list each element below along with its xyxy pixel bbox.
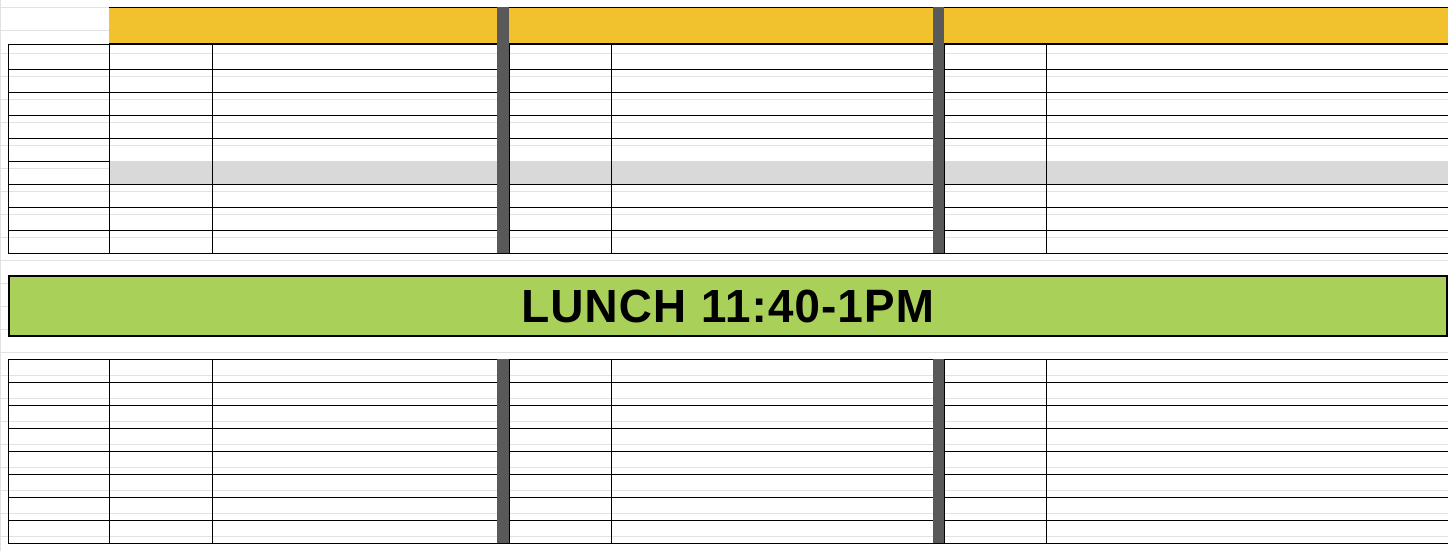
project-title [212,69,497,92]
project-number [509,497,611,520]
project-title [212,138,497,161]
project-title [1046,92,1448,115]
grid-line [611,44,612,69]
project-number [109,230,212,253]
project-title [611,405,933,428]
grid-line [8,69,9,253]
grid-line [509,359,510,543]
grid-line [8,44,9,69]
time-cell [8,184,109,207]
project-number [944,405,1046,428]
project-title [1046,359,1448,382]
room-separator [933,69,944,253]
grid-line [944,359,945,543]
grid-line [0,0,1,551]
project-number [109,382,212,405]
lunch-banner: LUNCH 11:40-1PM [8,275,1448,337]
time-cell [8,497,109,520]
grid-line [8,543,1448,544]
project-number [944,138,1046,161]
project-title [212,520,497,543]
grid-line [109,359,110,543]
project-number [109,474,212,497]
col-header-project-no [944,44,1046,69]
project-title [611,497,933,520]
time-cell [8,359,109,382]
grid-line [1046,359,1047,543]
project-number [944,207,1046,230]
time-cell [8,161,109,184]
project-number [509,207,611,230]
time-cell [8,207,109,230]
project-number [109,207,212,230]
grid-line [944,69,945,253]
room-separator [497,7,509,69]
project-number [944,451,1046,474]
room-separator [933,7,944,69]
project-number [944,92,1046,115]
grid-line [1046,44,1047,69]
grid-line [509,44,510,69]
project-title [1046,138,1448,161]
project-number [109,92,212,115]
col-header-project-no [509,44,611,69]
room-separator [933,359,944,543]
grid-line [109,44,110,69]
time-cell [8,405,109,428]
project-title [212,359,497,382]
project-title [212,428,497,451]
room-separator [497,359,509,543]
time-cell [8,474,109,497]
project-number [509,520,611,543]
morning-break-banner [109,161,1448,184]
col-header-project-title [611,44,933,69]
project-title [611,230,933,253]
project-number [944,497,1046,520]
project-title [1046,115,1448,138]
project-title [1046,69,1448,92]
project-title [611,451,933,474]
col-header-time [8,44,109,69]
project-title [212,230,497,253]
project-number [109,184,212,207]
project-number [944,474,1046,497]
grid-line [8,359,9,543]
grid-line [1046,69,1047,253]
project-title [1046,230,1448,253]
project-number [509,138,611,161]
project-number [109,428,212,451]
project-title [212,92,497,115]
project-title [611,359,933,382]
time-cell [8,520,109,543]
project-number [109,69,212,92]
grid-line [8,253,1448,254]
project-number [944,359,1046,382]
room-separator [497,69,509,253]
project-number [509,230,611,253]
project-title [1046,382,1448,405]
project-number [509,451,611,474]
project-title [611,428,933,451]
time-cell [8,428,109,451]
project-number [509,69,611,92]
grid-line [109,7,1448,8]
project-number [109,451,212,474]
project-title [611,382,933,405]
project-number [509,405,611,428]
project-title [212,405,497,428]
time-cell [8,138,109,161]
project-number [509,115,611,138]
time-cell [8,69,109,92]
room-header-pho-210 [509,7,933,43]
project-title [611,184,933,207]
time-cell [8,382,109,405]
col-header-project-no [109,44,212,69]
project-number [509,92,611,115]
project-title [212,115,497,138]
room-header-pho-211 [944,7,1448,43]
grid-line [0,352,1448,353]
project-title [611,474,933,497]
project-number [944,69,1046,92]
project-title [1046,497,1448,520]
grid-line [611,359,612,543]
grid-line [944,44,945,69]
project-title [1046,405,1448,428]
grid-line [212,44,213,69]
col-header-project-title [212,44,497,69]
project-number [944,520,1046,543]
project-title [1046,184,1448,207]
project-number [944,428,1046,451]
project-title [212,184,497,207]
project-number [109,405,212,428]
project-title [212,207,497,230]
grid-line [212,359,213,543]
project-title [212,474,497,497]
project-title [611,207,933,230]
project-title [1046,428,1448,451]
project-number [109,497,212,520]
project-number [109,359,212,382]
project-title [1046,474,1448,497]
grid-line [212,69,213,253]
grid-line [0,260,1448,261]
time-cell [8,115,109,138]
project-title [212,451,497,474]
project-title [1046,451,1448,474]
time-cell [8,92,109,115]
project-number [944,382,1046,405]
col-header-project-title [1046,44,1448,69]
project-number [109,115,212,138]
grid-line [8,44,1448,45]
room-header-pho-205 [109,7,497,43]
grid-line [611,69,612,253]
project-title [1046,520,1448,543]
grid-line [109,69,110,253]
project-number [944,230,1046,253]
project-number [509,474,611,497]
project-number [509,359,611,382]
time-cell [8,451,109,474]
project-title [611,520,933,543]
project-title [212,497,497,520]
project-number [109,138,212,161]
project-title [212,382,497,405]
project-number [109,520,212,543]
project-title [1046,207,1448,230]
project-number [509,184,611,207]
project-number [509,382,611,405]
project-title [611,138,933,161]
time-cell [8,230,109,253]
project-number [944,184,1046,207]
project-title [611,69,933,92]
project-title [611,92,933,115]
project-number [509,428,611,451]
project-title [611,115,933,138]
project-number [944,115,1046,138]
grid-line [509,69,510,253]
